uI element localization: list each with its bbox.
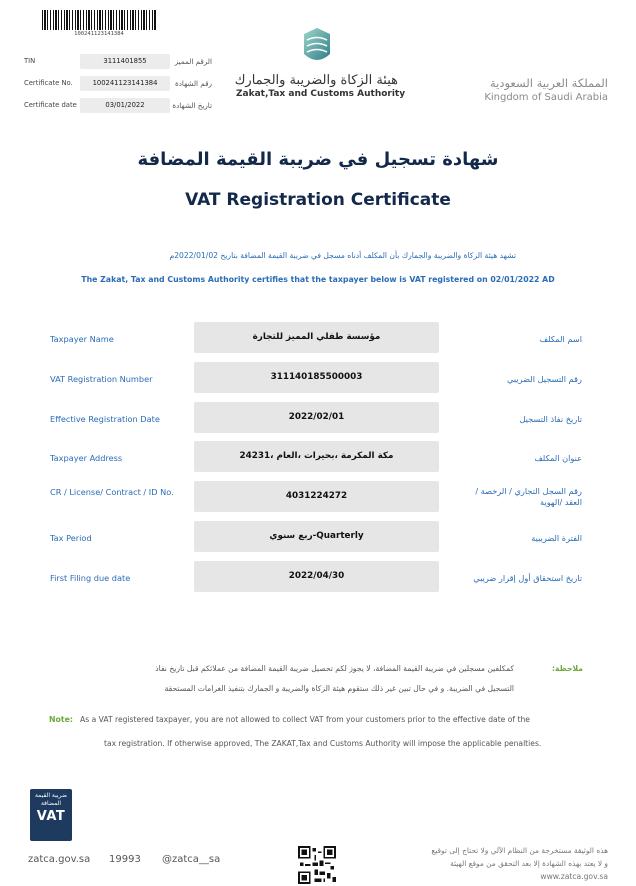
footer-disclaimer-ar-1: هذه الوثيقة مستخرجة من النظام الآلي ولا تحتاج إلى توقيع xyxy=(431,846,608,855)
field-row-cr-license xyxy=(0,481,636,521)
field-label-en: Taxpayer Name xyxy=(50,334,114,344)
field-row-effective-date xyxy=(0,402,636,442)
field-row-address xyxy=(0,441,636,481)
field-label-ar: رقم التسجيل الضريبي xyxy=(507,373,582,384)
authority-name-en: Zakat,Tax and Customs Authority xyxy=(236,89,406,99)
meta-label-en: Certificate date xyxy=(24,101,77,109)
vat-logo-text-ar: ضريبة القيمة المضافة xyxy=(34,792,68,807)
field-row-first-filing xyxy=(0,561,636,601)
meta-value-certificate-no: 100241123141384 xyxy=(80,76,170,91)
field-label-en: Effective Registration Date xyxy=(50,413,160,424)
meta-label-ar: الرقم المميز xyxy=(174,57,212,66)
meta-value-tin: 3111401855 xyxy=(80,54,170,69)
field-value-tax-period: ربع سنوي-Quarterly xyxy=(194,521,439,552)
field-label-ar: رقم السجل التجاري / الرخصة / العقد /الهوية xyxy=(475,486,582,508)
page-title-ar: شهادة تسجيل في ضريبة القيمة المضافة xyxy=(137,149,499,170)
field-label-en: First Filing due date xyxy=(50,572,131,583)
footer-disclaimer-ar-2: و لا يعتد بهذه الشهادة إلا بعد التحقق من موقع الهيئة xyxy=(450,859,608,868)
field-label-en: CR / License/ Contract / ID No. xyxy=(50,487,174,498)
field-row-vat-number xyxy=(0,362,636,402)
meta-label-en: TIN xyxy=(24,57,36,65)
note-text-ar-1: كمكلفين مسجلين في ضريبة القيمة المضافة، لا يجوز لكم تحصيل ضريبة القيمة المضافة من عملائكم قبل تاريخ نفاذ xyxy=(155,664,514,673)
certification-statement-ar: تشهد هيئة الزكاة والضريبة والجمارك بأن المكلف أدناه مسجل في ضريبة القيمة المضافة بتاريخ 2022/01/02م xyxy=(169,251,516,260)
taxpayer-fields xyxy=(0,322,636,601)
kingdom-logo xyxy=(484,76,608,103)
certificate-barcode xyxy=(42,10,156,37)
page-title-en: VAT Registration Certificate xyxy=(185,190,451,210)
verification-qr-icon xyxy=(298,846,336,884)
footer-url: www.zatca.gov.sa xyxy=(540,872,608,881)
note-text-en-2: tax registration. If otherwise approved, The ZAKAT,Tax and Customs Authority will impose the applicable penalties. xyxy=(104,739,542,748)
field-label-en: VAT Registration Number xyxy=(50,373,153,384)
barcode-number: 100241123141384 xyxy=(74,31,124,37)
footer-phone: 19993 xyxy=(109,854,141,865)
meta-label-ar: رقم الشهادة xyxy=(174,79,212,88)
note-text-ar-2: التسجيل في الضريبة. و في حال تبين غير ذلك ستقوم هيئة الزكاة والضريبة و الجمارك بتنفيذ الغرامات المستحقة xyxy=(164,684,514,693)
meta-row-certificate-date xyxy=(24,96,212,118)
meta-label-en: Certificate No. xyxy=(24,79,73,87)
vat-logo-text-en: VAT xyxy=(36,809,66,824)
meta-label-ar: تاريخ الشهادة xyxy=(172,101,212,110)
field-value-effective-date: 2022/02/01 xyxy=(194,402,439,433)
field-row-tax-period xyxy=(0,521,636,561)
field-value-first-filing: 2022/04/30 xyxy=(194,561,439,592)
field-label-ar: اسم المكلف xyxy=(539,334,582,344)
vat-logo xyxy=(30,789,72,841)
certificate-meta xyxy=(24,52,212,118)
meta-row-tin xyxy=(24,52,212,74)
certification-statement-en: The Zakat, Tax and Customs Authority certifies that the taxpayer below is VAT registered on 02/01/2022 AD xyxy=(81,275,555,284)
meta-value-certificate-date: 03/01/2022 xyxy=(80,98,170,113)
field-row-taxpayer-name xyxy=(0,322,636,362)
footer-website: zatca.gov.sa xyxy=(28,854,91,865)
field-value-address: مكة المكرمة ،بحيرات ،العام ،24231 xyxy=(194,441,439,472)
field-value-vat-number: 311140185500003 xyxy=(194,362,439,393)
meta-row-certificate-no xyxy=(24,74,212,96)
field-value-taxpayer-name: مؤسسة طفلي المميز للتجارة xyxy=(194,322,439,353)
zatca-emblem-icon xyxy=(298,26,336,72)
field-label-ar: عنوان المكلف xyxy=(534,453,582,464)
note-label-ar: ملاحظة: xyxy=(552,664,583,673)
field-value-cr-license: 4031224272 xyxy=(194,481,439,512)
note-text-en-1: As a VAT registered taxpayer, you are not allowed to collect VAT from your customers prior to the effective date of the xyxy=(80,715,530,724)
barcode-bars xyxy=(42,10,156,30)
field-label-ar: الفترة الضريبية xyxy=(531,532,582,543)
zatca-logo xyxy=(234,26,406,99)
authority-name-ar: هيئة الزكاة والضريبة والجمارك xyxy=(234,73,398,88)
footer-social-handle: @zatca__sa xyxy=(162,854,221,865)
kingdom-name-en: Kingdom of Saudi Arabia xyxy=(484,92,608,103)
field-label-en: Tax Period xyxy=(50,532,92,543)
field-label-ar: تاريخ نفاذ التسجيل xyxy=(519,413,582,424)
field-label-en: Taxpayer Address xyxy=(50,453,123,464)
note-label-en: Note: xyxy=(49,715,74,724)
field-label-ar: تاريخ استحقاق أول إقرار ضريبي xyxy=(473,572,582,583)
kingdom-name-ar: المملكة العربية السعودية xyxy=(490,76,608,90)
